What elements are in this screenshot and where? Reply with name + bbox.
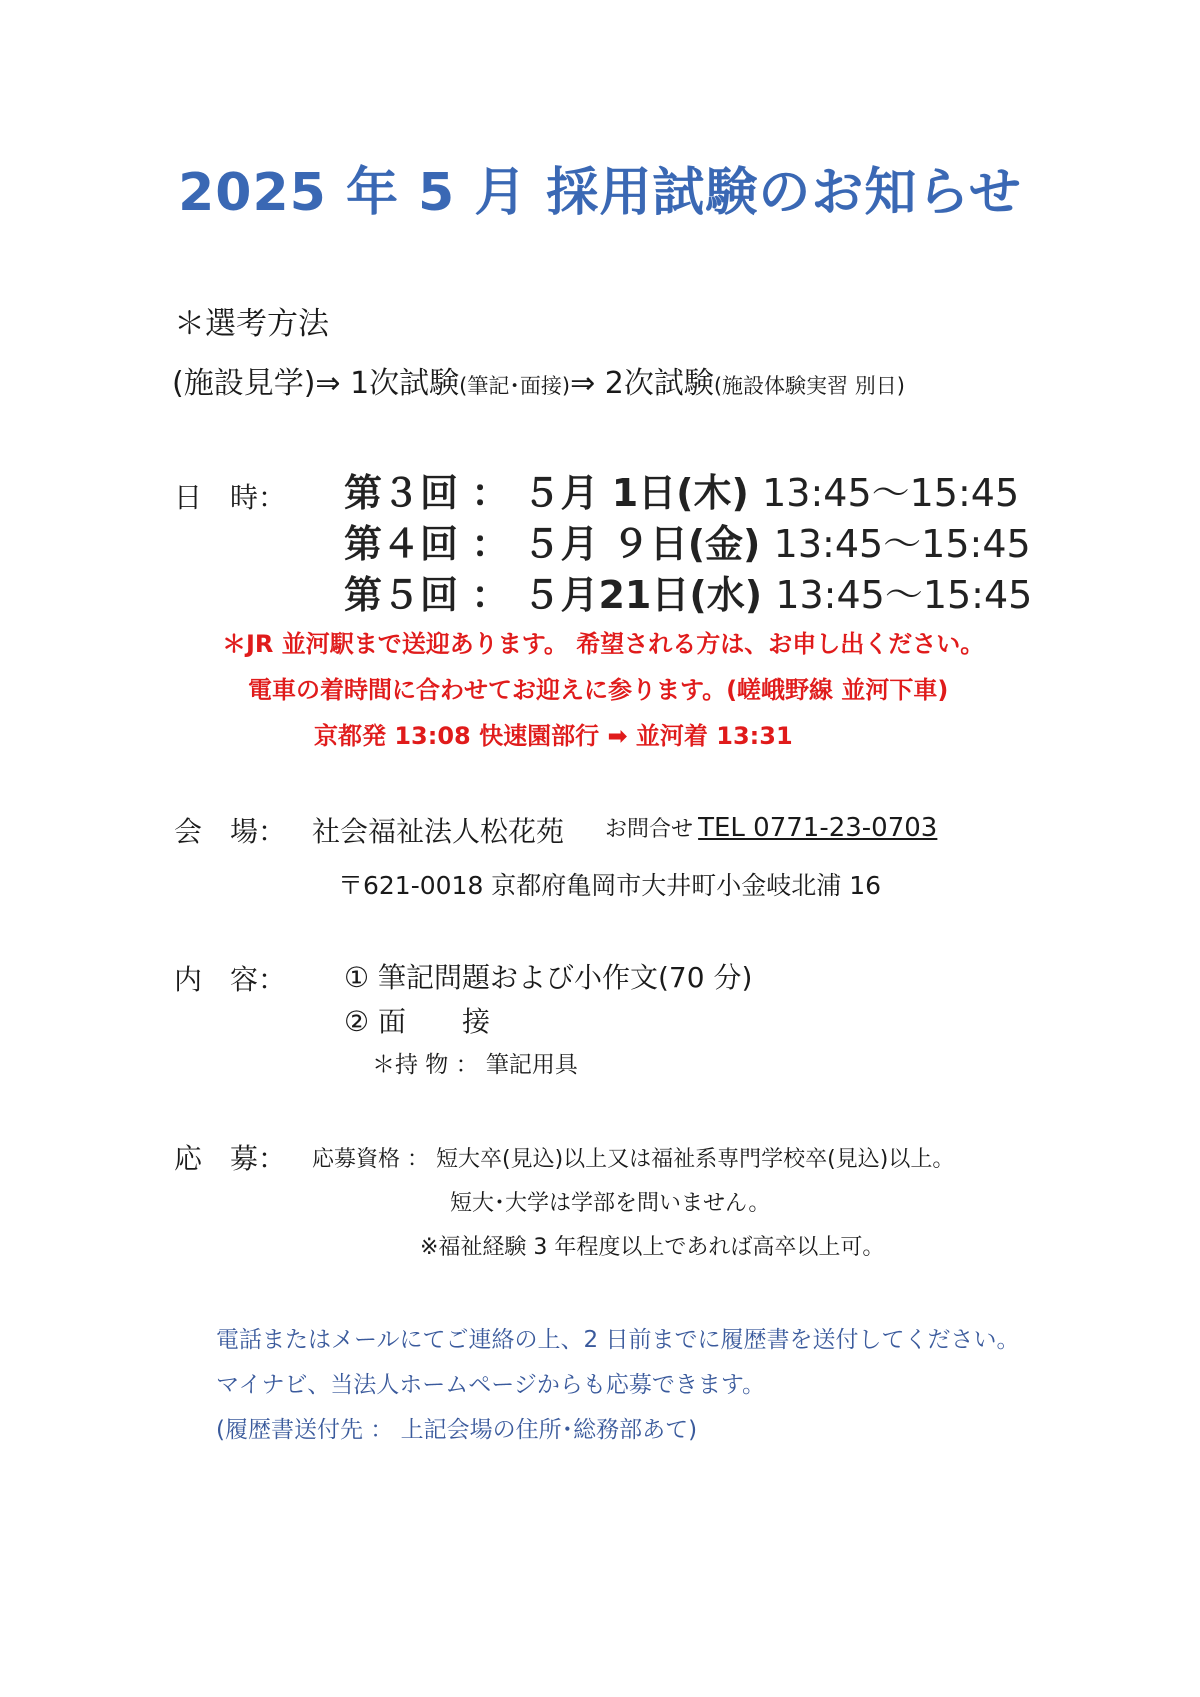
schedule-time: 13:45～15:45 [762,471,1020,515]
flow-step-2-detail: (施設体験実習 別日) [713,374,905,398]
schedule-time: 13:45～15:45 [773,522,1031,566]
page-title: 2025 年 5 月 採用試験のお知らせ [178,163,1022,223]
schedule-round: 第４回 ： ５月 ９日(金) [344,522,761,566]
schedule-row [344,564,1032,619]
apply-note: ※福祉経験 3 年程度以上であれば高卒以上可。 [420,1235,885,1260]
flow-step-2: ⇒ 2次試験 [570,366,714,401]
flow-step-1-detail: (筆記･面接) [459,374,571,398]
schedule-row [344,513,1031,568]
schedule-label: 日 時： [174,481,287,514]
content-label: 内 容： [174,963,287,996]
selection-flow [172,358,905,402]
flow-step-1: (施設見学)⇒ 1次試験 [172,366,460,401]
apply-label: 応 募： [174,1142,287,1175]
footer-instruction: マイナビ、当法人ホームページからも応募できます。 [216,1372,766,1398]
content-item: ① 筆記問題および小作文(70 分) [344,961,753,994]
belongings: ＊持 物 ： 筆記用具 [372,1052,578,1078]
apply-qualification: 応募資格 ： 短大卒(見込)以上又は福祉系専門学校卒(見込)以上。 [312,1147,955,1172]
schedule-round: 第３回 ： ５月 1日(木) [344,471,749,515]
tel-link[interactable]: TEL 0771-23-0703 [698,813,938,843]
footer-instruction: 電話またはメールにてご連絡の上、2 日前までに履歴書を送付してください。 [216,1327,1020,1353]
schedule-row [344,462,1019,517]
schedule-round: 第５回 ： ５月21日(水) [344,573,763,617]
venue-label: 会 場： [174,815,287,848]
venue-name: 社会福祉法人松花苑 [312,815,565,848]
shuttle-note: ＊JR 並河駅まで送迎あります。 希望される方は、お申し出ください。 [222,630,985,658]
schedule-time: 13:45～15:45 [775,573,1033,617]
footer-instruction: (履歴書送付先 ： 上記会場の住所･総務部あて) [216,1417,698,1443]
venue-contact [605,812,937,843]
train-time-note: 京都発 13:08 快速園部行 ➡ 並河着 13:31 [314,722,793,750]
selection-heading: ＊選考方法 [174,306,329,342]
venue-address: 〒621-0018 京都府亀岡市大井町小金岐北浦 16 [338,871,882,900]
contact-label: お問合せ [605,817,694,842]
train-note: 電車の着時間に合わせてお迎えに参ります。(嵯峨野線 並河下車) [248,676,949,704]
apply-note: 短大･大学は学部を問いません。 [450,1191,771,1216]
content-item: ② 面 接 [344,1005,491,1038]
